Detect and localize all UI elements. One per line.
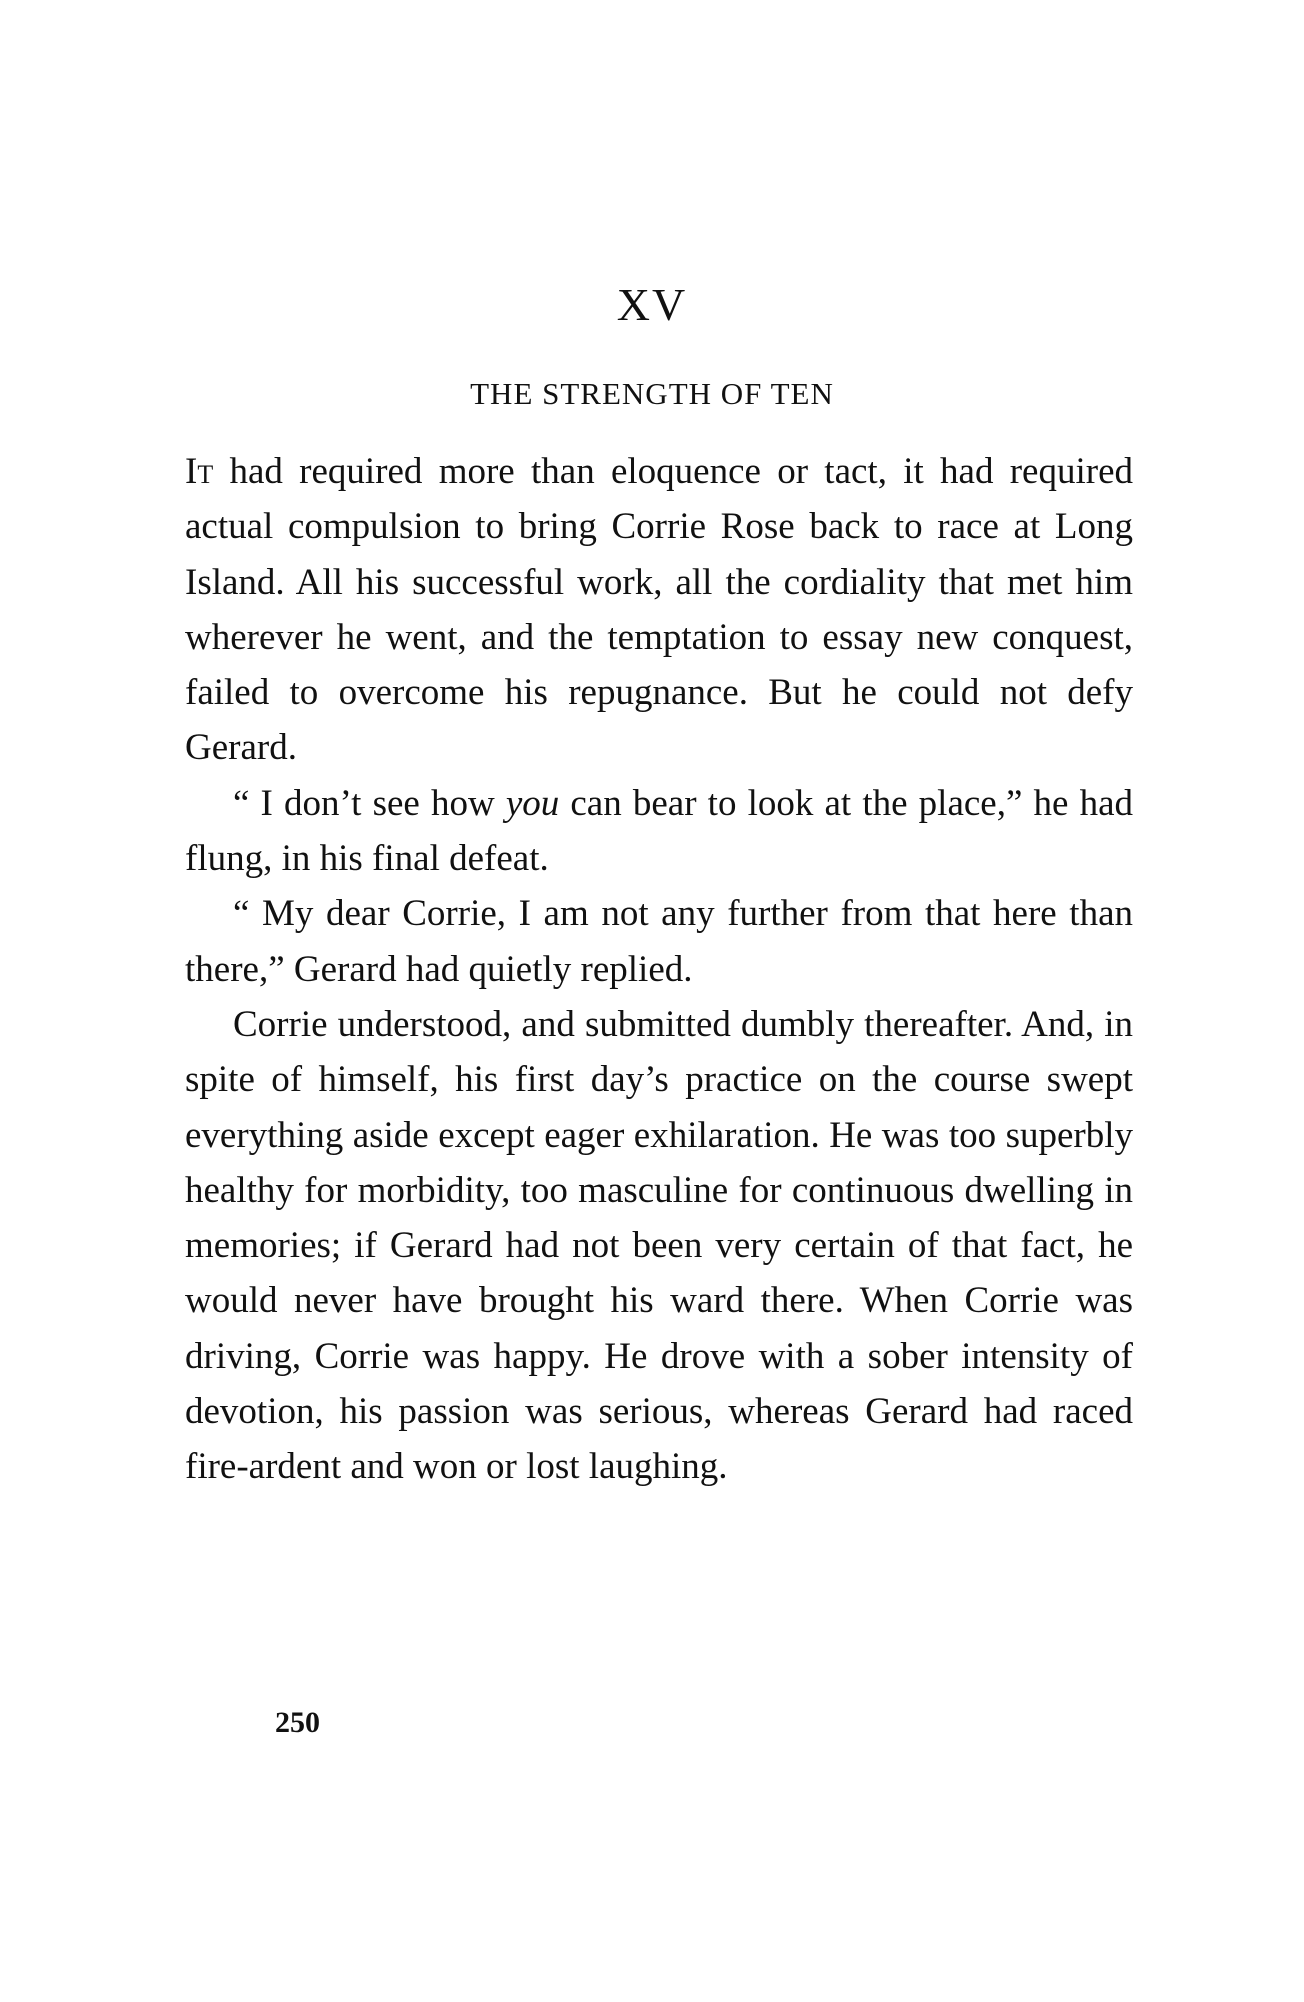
chapter-title: THE STRENGTH OF TEN bbox=[470, 376, 834, 411]
dialogue-text-before: “ I don’t see how bbox=[233, 782, 506, 824]
paragraph-narrative: Corrie understood, and submitted dumbly thereafter. And, in spite of himself, his first day’s practice on the course swept everything aside except eager exhilaration. He was too superbly healthy for morbidity, too masculine for continuous dwelling in memories; if Gerard had not been very certain of that fact, he would never have brought his ward there. When Corrie was driving, Corrie was happy. He drove with a sober intensity of devotion, his passion was serious, whereas Gerard had raced fire-ardent and won or lost laughing. bbox=[185, 1003, 1133, 1488]
opening-small-caps-word: It bbox=[185, 451, 214, 492]
paragraph-dialogue-corrie bbox=[185, 776, 1133, 887]
dialogue-text-after: can bear to look at the place,” he had flung, in his final defeat. bbox=[185, 782, 1133, 880]
page-number: 250 bbox=[275, 1706, 320, 1739]
paragraph-opening bbox=[185, 444, 1133, 776]
chapter-number: XV bbox=[616, 279, 688, 330]
chapter-body bbox=[185, 444, 1133, 1495]
emphasized-word: you bbox=[505, 782, 560, 824]
paragraph-dialogue-gerard: “ My dear Corrie, I am not any further from that here than there,” Gerard had quietly replied. bbox=[185, 893, 1133, 990]
paragraph-opening-text: had required more than eloquence or tact, it had required actual compulsion to bring Corrie Rose back to race at Long Island. All his successful work, all the cordiality that met him wherever he went, and the temptation to essay new conquest, failed to overcome his repugnance. But he could not defy Gerard. bbox=[185, 451, 1133, 769]
